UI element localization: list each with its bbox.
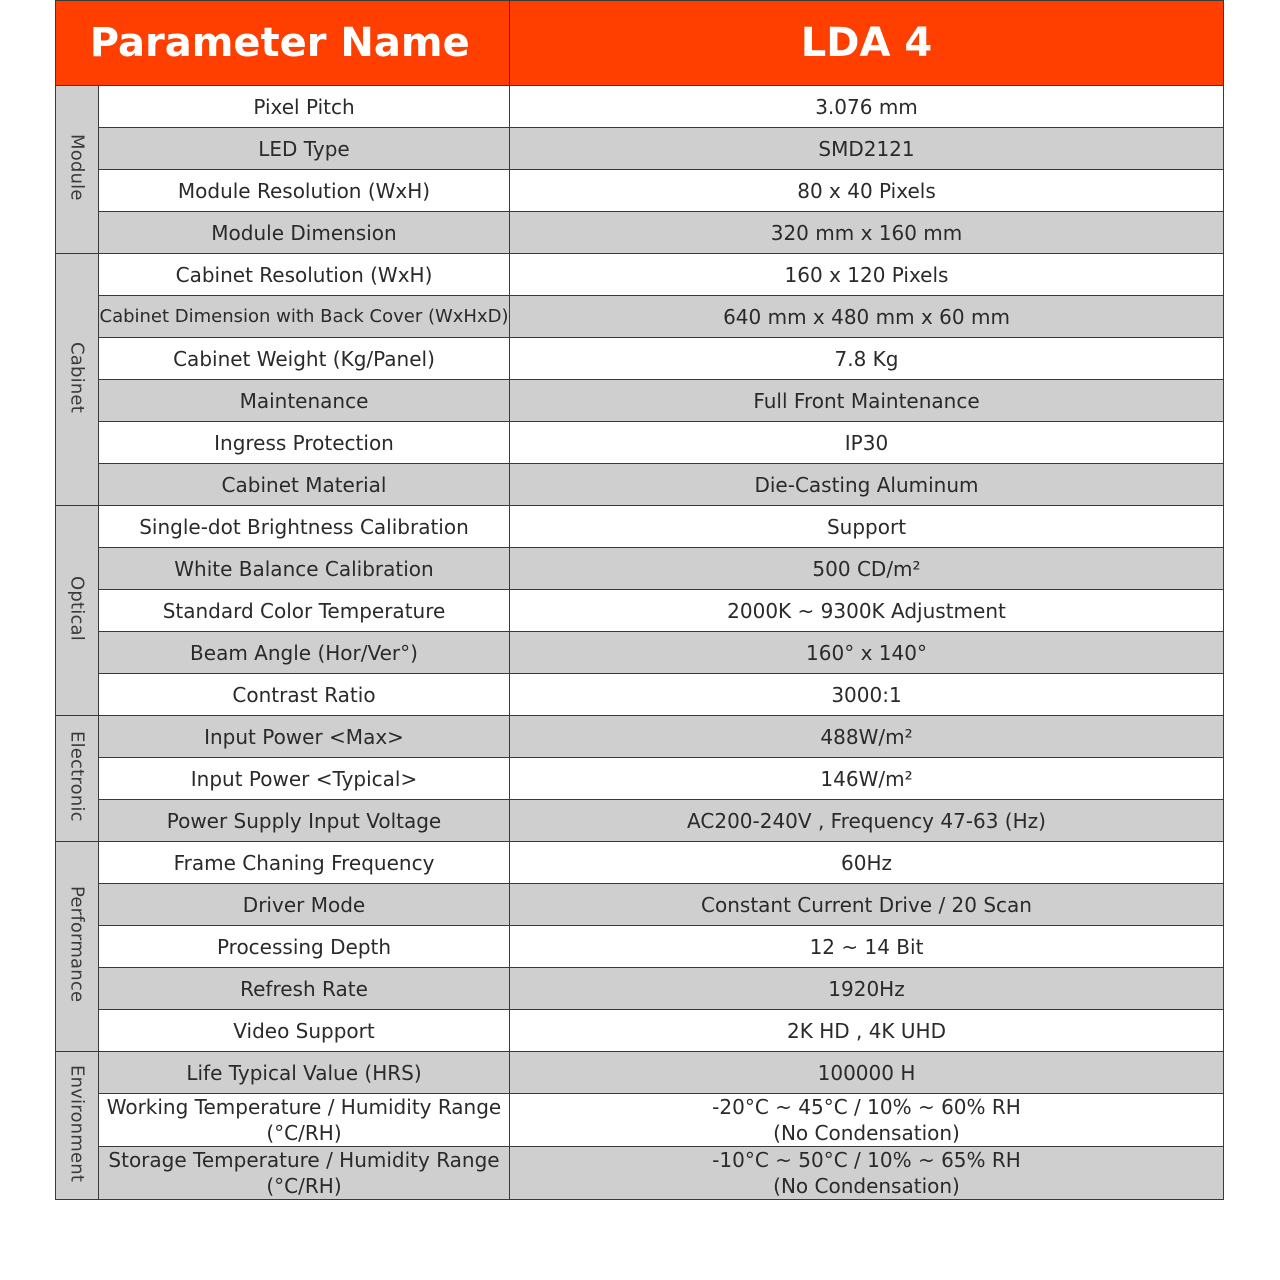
parameter-cell	[99, 800, 510, 842]
parameter-name: Driver Mode	[242, 892, 366, 917]
parameter-value-note: (No Condensation)	[773, 1121, 960, 1145]
spec-row	[56, 86, 1224, 128]
spec-row	[56, 548, 1224, 590]
parameter-value: 100000 H	[817, 1060, 916, 1085]
parameter-value: Full Front Maintenance	[753, 388, 980, 413]
parameter-value: 146W/m²	[820, 766, 913, 791]
parameter-name: Cabinet Weight (Kg/Panel)	[173, 346, 435, 371]
parameter-cell	[99, 590, 510, 632]
value-cell	[510, 842, 1224, 884]
parameter-value: 640 mm x 480 mm x 60 mm	[723, 304, 1010, 329]
spec-row	[56, 716, 1224, 758]
parameter-cell	[99, 254, 510, 296]
value-cell	[510, 170, 1224, 212]
group-cell-module	[56, 86, 99, 254]
parameter-name: White Balance Calibration	[174, 556, 434, 581]
value-cell	[510, 926, 1224, 968]
group-label: Optical	[66, 576, 88, 641]
spec-row	[56, 926, 1224, 968]
parameter-value: 3000:1	[831, 682, 902, 707]
value-cell	[510, 1010, 1224, 1052]
parameter-name: LED Type	[258, 136, 350, 161]
parameter-name: Cabinet Resolution (WxH)	[175, 262, 433, 287]
value-cell	[510, 1147, 1224, 1200]
parameter-value-note: (No Condensation)	[773, 1174, 960, 1198]
spec-table	[55, 0, 1224, 1200]
parameter-cell	[99, 212, 510, 254]
parameter-value: 500 CD/m²	[812, 556, 921, 581]
parameter-name: Pixel Pitch	[253, 94, 355, 119]
value-cell	[510, 758, 1224, 800]
parameter-name: Standard Color Temperature	[162, 598, 446, 623]
parameter-value: 160 x 120 Pixels	[784, 262, 949, 287]
parameter-cell	[99, 86, 510, 128]
parameter-name: Input Power <Typical>	[190, 766, 418, 791]
parameter-value: 320 mm x 160 mm	[770, 220, 963, 245]
parameter-cell	[99, 548, 510, 590]
parameter-name: Input Power <Max>	[204, 724, 404, 749]
parameter-cell	[99, 842, 510, 884]
parameter-cell	[99, 632, 510, 674]
group-label: Performance	[66, 886, 88, 1003]
parameter-cell	[99, 422, 510, 464]
spec-row	[56, 338, 1224, 380]
parameter-cell	[99, 1010, 510, 1052]
value-cell	[510, 1094, 1224, 1147]
spec-row	[56, 128, 1224, 170]
parameter-name: Storage Temperature / Humidity Range	[108, 1148, 500, 1172]
value-cell	[510, 128, 1224, 170]
value-cell	[510, 506, 1224, 548]
parameter-name: Video Support	[233, 1018, 375, 1043]
parameter-cell	[99, 968, 510, 1010]
group-cell-cabinet	[56, 254, 99, 506]
spec-row	[56, 1010, 1224, 1052]
group-label: Cabinet	[66, 342, 88, 413]
value-cell	[510, 548, 1224, 590]
parameter-value: 3.076 mm	[815, 94, 918, 119]
value-cell	[510, 212, 1224, 254]
spec-row	[56, 842, 1224, 884]
spec-row	[56, 674, 1224, 716]
header-parameter-name	[89, 1, 510, 86]
parameter-value: -20°C ~ 45°C / 10% ~ 60% RH	[712, 1095, 1021, 1119]
spec-row	[56, 212, 1224, 254]
value-cell	[510, 1052, 1224, 1094]
parameter-cell	[99, 464, 510, 506]
parameter-cell	[99, 128, 510, 170]
parameter-cell	[99, 758, 510, 800]
parameter-name: Ingress Protection	[214, 430, 394, 455]
value-cell	[510, 968, 1224, 1010]
spec-row	[56, 968, 1224, 1010]
parameter-cell	[99, 506, 510, 548]
spec-row	[56, 1052, 1224, 1094]
parameter-name: Beam Angle (Hor/Ver°)	[190, 640, 418, 665]
spec-row	[56, 800, 1224, 842]
parameter-cell	[99, 674, 510, 716]
parameter-name: Frame Chaning Frequency	[173, 850, 435, 875]
value-cell	[510, 800, 1224, 842]
parameter-value: 12 ~ 14 Bit	[809, 934, 924, 959]
group-label: Electronic	[66, 731, 88, 822]
value-cell	[510, 464, 1224, 506]
value-cell	[510, 254, 1224, 296]
parameter-cell	[99, 1094, 510, 1147]
value-cell	[510, 338, 1224, 380]
parameter-value: 7.8 Kg	[834, 346, 899, 371]
parameter-value: 1920Hz	[828, 976, 905, 1001]
parameter-value: 2000K ~ 9300K Adjustment	[727, 598, 1006, 623]
header-row	[56, 1, 1224, 86]
value-cell	[510, 884, 1224, 926]
parameter-value: Constant Current Drive / 20 Scan	[701, 892, 1032, 917]
parameter-cell	[99, 338, 510, 380]
parameter-unit: (°C/RH)	[266, 1121, 342, 1145]
parameter-name: Maintenance	[239, 388, 369, 413]
parameter-cell	[99, 296, 510, 338]
value-cell	[510, 716, 1224, 758]
parameter-value: 488W/m²	[820, 724, 913, 749]
parameter-cell	[99, 380, 510, 422]
spec-row	[56, 1094, 1224, 1147]
parameter-value: Die-Casting Aluminum	[754, 472, 979, 497]
parameter-cell	[99, 170, 510, 212]
spec-row	[56, 464, 1224, 506]
parameter-name: Processing Depth	[216, 934, 392, 959]
spec-row	[56, 884, 1224, 926]
spec-row	[56, 296, 1224, 338]
header-parameter-label: Parameter Name	[89, 20, 470, 66]
parameter-name: Cabinet Material	[221, 472, 387, 497]
spec-row	[56, 632, 1224, 674]
group-cell-electronic	[56, 716, 99, 842]
spec-row	[56, 170, 1224, 212]
parameter-name: Refresh Rate	[240, 976, 368, 1001]
parameter-cell	[99, 1147, 510, 1200]
parameter-value: AC200-240V , Frequency 47-63 (Hz)	[687, 808, 1046, 833]
parameter-value: Support	[826, 514, 907, 539]
parameter-value: 60Hz	[841, 850, 892, 875]
parameter-name: Single-dot Brightness Calibration	[139, 514, 469, 539]
value-cell	[510, 674, 1224, 716]
parameter-cell	[99, 1052, 510, 1094]
value-cell	[510, 632, 1224, 674]
parameter-name: Life Typical Value (HRS)	[186, 1060, 422, 1085]
spec-row	[56, 506, 1224, 548]
parameter-cell	[99, 716, 510, 758]
parameter-value: SMD2121	[818, 136, 915, 161]
spec-row	[56, 758, 1224, 800]
parameter-name: Module Dimension	[211, 220, 397, 245]
group-cell-optical	[56, 506, 99, 716]
parameter-cell	[99, 884, 510, 926]
parameter-name: Working Temperature / Humidity Range	[106, 1095, 502, 1119]
spec-row	[56, 254, 1224, 296]
spec-row	[56, 590, 1224, 632]
spec-row	[56, 380, 1224, 422]
parameter-value: 2K HD , 4K UHD	[787, 1018, 946, 1043]
header-model-name: LDA 4	[510, 1, 1224, 86]
parameter-value: 160° x 140°	[806, 640, 927, 665]
spec-row	[56, 422, 1224, 464]
group-label: Environment	[66, 1064, 88, 1183]
parameter-cell	[99, 926, 510, 968]
value-cell	[510, 590, 1224, 632]
spec-row	[56, 1147, 1224, 1200]
group-cell-environment	[56, 1052, 99, 1200]
parameter-name: Power Supply Input Voltage	[166, 808, 442, 833]
spec-body	[56, 86, 1224, 1200]
group-label: Module	[66, 134, 88, 201]
value-cell	[510, 422, 1224, 464]
parameter-value: -10°C ~ 50°C / 10% ~ 65% RH	[712, 1148, 1021, 1172]
group-cell-performance	[56, 842, 99, 1052]
parameter-unit: (°C/RH)	[266, 1174, 342, 1198]
parameter-value: IP30	[844, 430, 889, 455]
value-cell	[510, 86, 1224, 128]
parameter-name: Contrast Ratio	[232, 682, 376, 707]
value-cell	[510, 380, 1224, 422]
value-cell	[510, 296, 1224, 338]
parameter-value: 80 x 40 Pixels	[797, 178, 936, 203]
parameter-name: Module Resolution (WxH)	[177, 178, 431, 203]
parameter-name: Cabinet Dimension with Back Cover (WxHxD)	[99, 305, 509, 327]
